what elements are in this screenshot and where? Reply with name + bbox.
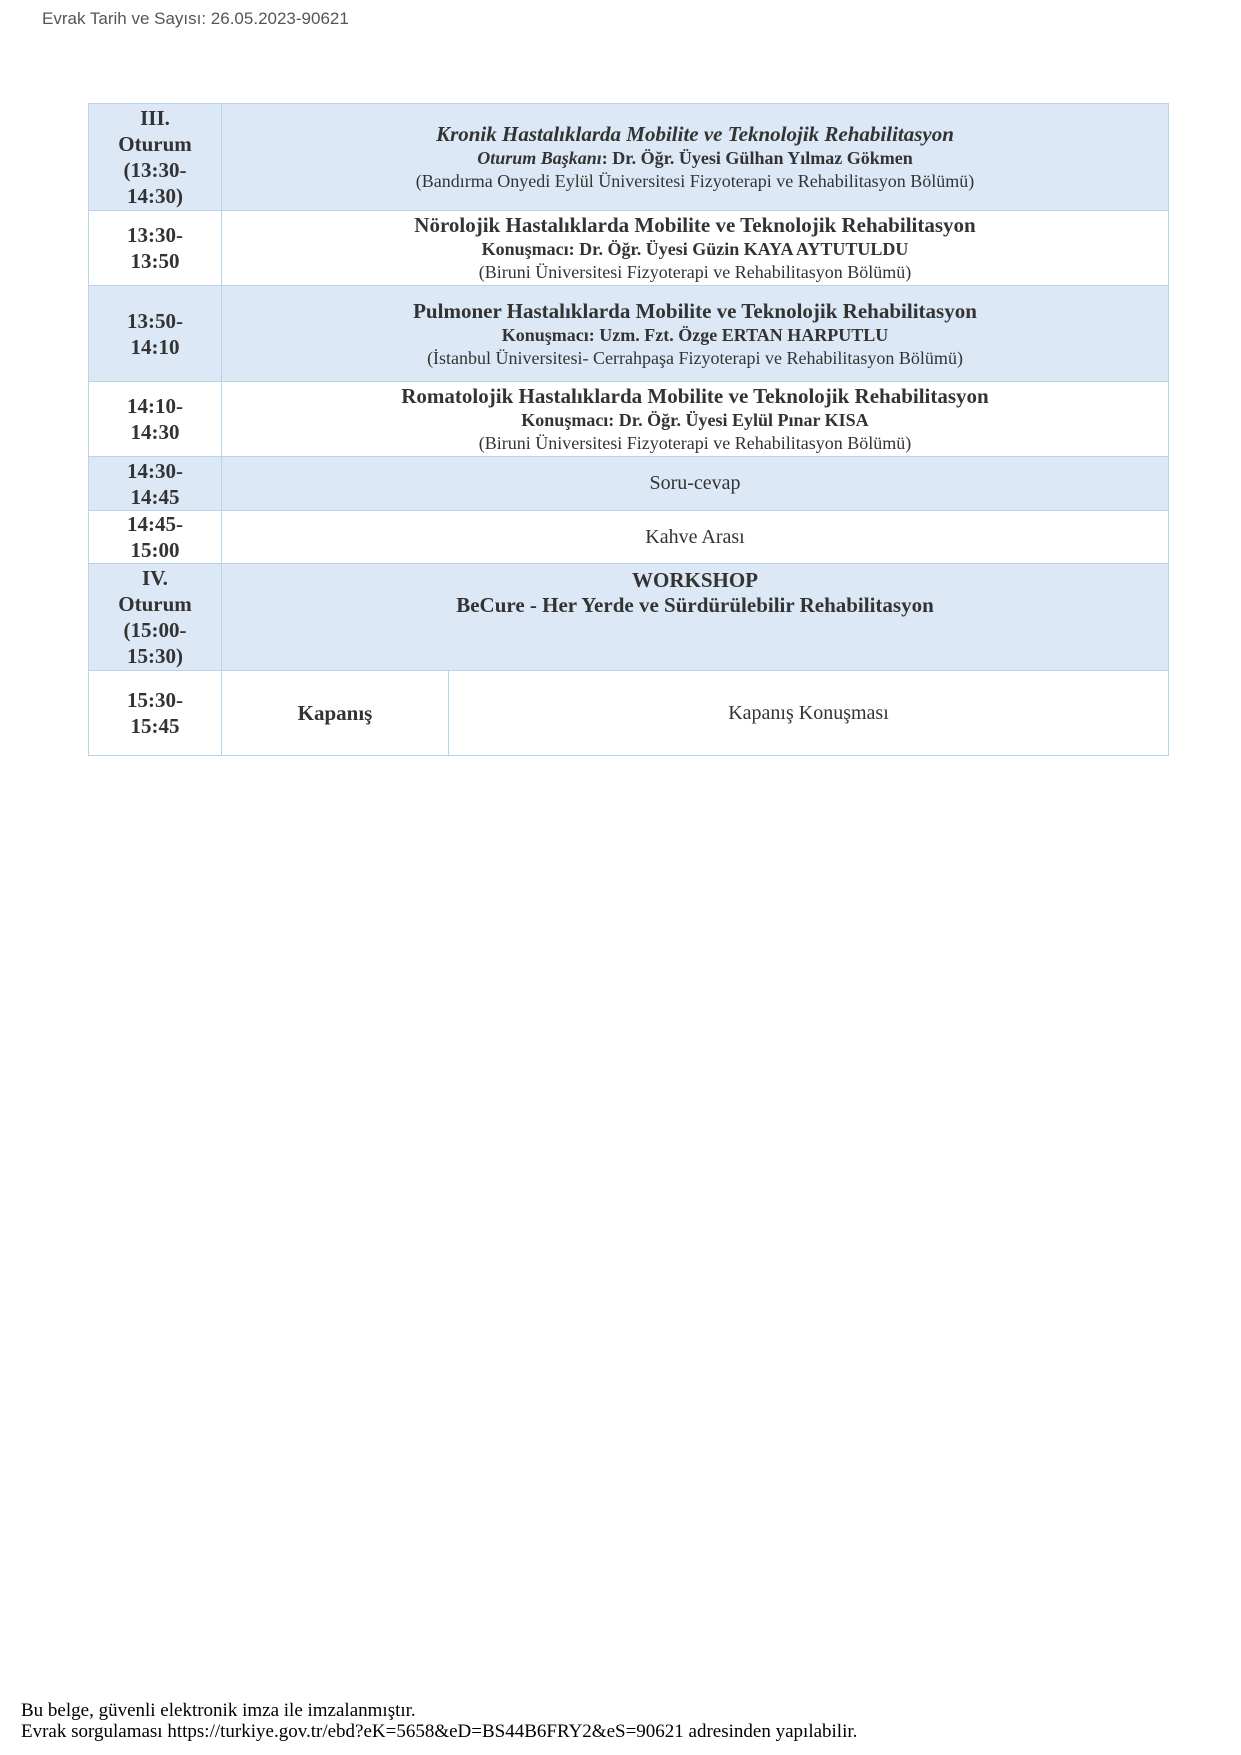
signature-footer — [21, 1700, 857, 1742]
workshop-label: WORKSHOP — [631, 568, 758, 592]
program-table — [88, 103, 1169, 756]
workshop-cell — [222, 564, 1169, 671]
time-cell: 15:30- 15:45 — [89, 671, 222, 756]
footer-verification-note: Evrak sorgulaması https://turkiye.gov.tr/ebd?eK=5658&eD=BS44B6FRY2&eS=90621 adresinden yapılabilir. — [21, 1721, 858, 1742]
time-cell: IV. Oturum (15:00- 15:30) — [89, 564, 222, 671]
workshop-title: BeCure - Her Yerde ve Sürdürülebilir Rehabilitasyon — [456, 593, 934, 617]
table-row — [89, 457, 1169, 511]
time-cell: 14:30- 14:45 — [89, 457, 222, 511]
closing-speech: Kapanış Konuşması — [449, 671, 1169, 756]
talk-cell — [222, 286, 1169, 382]
table-row — [89, 211, 1169, 286]
session-chair — [226, 147, 1164, 170]
qa-cell: Soru-cevap — [222, 457, 1169, 511]
time-cell: 13:50- 14:10 — [89, 286, 222, 382]
institution: (Bandırma Onyedi Eylül Üniversitesi Fizyoterapi ve Rehabilitasyon Bölümü) — [415, 171, 975, 191]
closing-label: Kapanış — [222, 671, 449, 756]
institution: (Biruni Üniversitesi Fizyoterapi ve Rehabilitasyon Bölümü) — [478, 433, 912, 453]
session-title: Kronik Hastalıklarda Mobilite ve Teknolojik Rehabilitasyon — [436, 122, 954, 146]
speaker: Konuşmacı: Uzm. Fzt. Özge ERTAN HARPUTLU — [501, 324, 889, 345]
table-row — [89, 104, 1169, 211]
table-row — [89, 511, 1169, 564]
talk-cell — [222, 382, 1169, 457]
table-row — [89, 671, 1169, 756]
table-row — [89, 382, 1169, 457]
chair-name: : Dr. Öğr. Üyesi Gülhan Yılmaz Gökmen — [601, 148, 913, 168]
speaker: Konuşmacı: Dr. Öğr. Üyesi Eylül Pınar KISA — [521, 410, 869, 430]
talk-title: Romatolojik Hastalıklarda Mobilite ve Teknolojik Rehabilitasyon — [401, 384, 989, 408]
talk-cell — [222, 211, 1169, 286]
table-row — [89, 286, 1169, 382]
talk-title: Pulmoner Hastalıklarda Mobilite ve Teknolojik Rehabilitasyon — [413, 298, 977, 323]
institution: (Biruni Üniversitesi Fizyoterapi ve Rehabilitasyon Bölümü) — [478, 262, 912, 282]
time-cell: 14:45- 15:00 — [89, 511, 222, 564]
talk-title: Nörolojik Hastalıklarda Mobilite ve Teknolojik Rehabilitasyon — [414, 213, 976, 237]
time-cell: 14:10- 14:30 — [89, 382, 222, 457]
session-cell — [222, 104, 1169, 211]
time-cell: 13:30- 13:50 — [89, 211, 222, 286]
time-cell: III. Oturum (13:30- 14:30) — [89, 104, 222, 211]
speaker: Konuşmacı: Dr. Öğr. Üyesi Güzin KAYA AYTUTULDU — [481, 239, 909, 259]
table-row — [89, 564, 1169, 671]
institution: (İstanbul Üniversitesi- Cerrahpaşa Fizyoterapi ve Rehabilitasyon Bölümü) — [427, 347, 963, 368]
coffee-break-cell: Kahve Arası — [222, 511, 1169, 564]
footer-signature-note: Bu belge, güvenli elektronik imza ile imzalanmıştır. — [21, 1700, 416, 1721]
chair-role-label: Oturum Başkanı — [477, 148, 602, 168]
document-reference: Evrak Tarih ve Sayısı: 26.05.2023-90621 — [42, 9, 349, 28]
